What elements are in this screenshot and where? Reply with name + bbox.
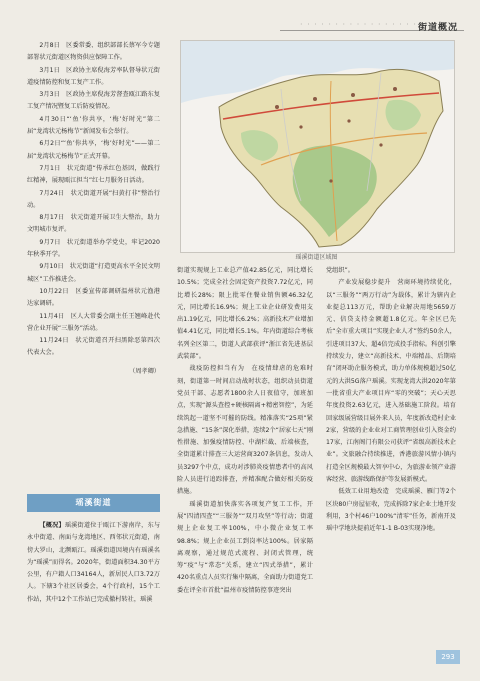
chronicle-entry: 9月10日 状元街道“打造更高水平全民文明城区”工作推进会。 (27, 263, 160, 283)
chronicle-entry: 3月3日 区政协主席倪海芳督查瓯江路东复工复产情况暨复工后防疫情况。 (27, 91, 160, 111)
overview-paragraph (27, 520, 160, 606)
header-dots: · · · · · · · · · · · · · · · · · · (300, 20, 425, 29)
district-map-graphic (181, 41, 454, 252)
overview-lead: 【概况】 (39, 522, 65, 529)
overview-text: 瑶溪街道位于瓯江下游南岸，东与永中街道、南面与龙湾地区、西邻状元街道，南傍大罗山，北濒瓯江。瑶溪街道因境内有瑶溪名为“瑶溪”而得名。2020年，街道面积34.30平方公里，有户籍人口34164人，新居民人口3.72万人。下辖3个社区居委会，4个行政村，15个工作站，其中12个工作站已完成撤村转社，瑶溪 (27, 522, 161, 603)
chronicle-entry: 10月22日 区委宣传部调研温州状元渔港达家调研。 (27, 287, 160, 308)
chronicle-entry: 7月1日 状元街道“传承红色基因，做践行红精神，展现瓯江担当”红七月服务日活动。 (27, 164, 160, 185)
chronicle-entry: 8月17日 状元街道开展卫生大整治，助力文明城市复评。 (27, 214, 160, 234)
chronicle-entry: 9月7日 状元街道举办学党史，牢记2020年秋季开学。 (27, 238, 160, 259)
district-map (180, 40, 455, 253)
map-caption: 瑶溪街道区域图 (295, 254, 338, 261)
body-paragraph: 产业发展稳步提升 营商环境持续优化，以“三服务”“两万行动”为载体，累计为辖内企业提总113万元，帮助企业解决用地5659万元、信贷支持金额超1.8亿元。年全区已先后“全市重大项目”实现企业人才”签约50余人，引进项目37大、超4倍完成投手指标。科创引擎持续发力，建立“高新技术、中端精品、后期培育”闭环助企服务模式，助力单体规模超过50亿元的大洪5G落户瑶溪。实现龙湾大洪2020年第一批省重大产业项目库“零的突破”；天心天思年度投资2.63亿元，进入基础施工阶段。培育回家级展营级目展外来人员，年度新改造村企业2家，营级的企业业对工商管理创业引入资金约17家，江南阁门有限公司获评“省级高新技术企业”。文旅融合持续推进，香港旅游风情小镇内打造全区规模最大智享中心，为旅游业领产业游客经营、旅游线路保护等发展新模式。 (326, 279, 456, 484)
column-1-section (27, 520, 160, 606)
page-number: 293 (436, 650, 460, 664)
source-credit: （周孝卿） (129, 367, 160, 375)
body-paragraph: 低效工业用地改造 完成瑶溪、雁门等2个区块80户房屋征收，完成拆除7家企业土地开发利用，3个村46户100%“清零”任务，新南开及瑶中学地块提前近年1-1 B-03实现净地。 (326, 488, 456, 533)
chronicle-entry: 7月24日 状元街道开展“扫黄打非”整治行动。 (27, 189, 160, 209)
column-2 (177, 265, 313, 597)
column-1 (27, 40, 160, 384)
body-paragraph: 瑶溪街道加快落实各项复产复工工作，开展“四清四查”“三服务”“双月攻坚”等行动；街道规上企业复工率100%，中小微企业复工率98.8%；规上企业员工到岗率达100%。居家隔离观察，通过规范式流程、封闭式管理，统筹“疫”与“常态”关系，建立“四式举措”，累计420名重点人员实行集中隔离，全面助力街道党工委在评全市首批“温州市疫情防控事迹突出 (177, 500, 313, 594)
chronicle-entry: 11月4日 区人大常委会副主任王翘峰赴代营企业开展“三服务”活动。 (27, 312, 160, 332)
header-title: 街道概况 (417, 23, 458, 33)
body-paragraph: 街道实现规上工业总产值42.85亿元，同比增长10.5%；完成全社会固定资产投资7.72亿元，同比增长28%；限上批零住餐业销售额46.32亿元，同比增长16.9%；规上工业企业研发费用支出1.19亿元，同比增长6.2%；高新技术产业增加值4.41亿元，同比增长5.1%。年内街道综合考核名列全区第二，街道人武部获评“浙江省先进基层武装部”。 (177, 267, 313, 361)
chronicle-entry: 2月8日 区委常委、组织部部长蔡军今专题部署状元街道区物资供应保障工作。 (27, 42, 160, 62)
column-3 (326, 265, 456, 536)
page-header (0, 0, 480, 36)
chronicle-entry: 6月2日“‘鱼’你共享，‘梅’好时光”——第二届“龙湾状元杨梅节”正式开幕。 (27, 140, 160, 160)
chronicle-entry: 3月1日 区政协主席倪海芳率队督导状元街道疫情防控和复工复产工作。 (27, 66, 160, 86)
chronicle-entry: 11月24日 状元街道召开扫黑除恶第四次代表大会。 (27, 337, 160, 357)
body-paragraph: 党组织”。 (326, 267, 354, 274)
section-title: 瑶溪街道 (75, 498, 112, 507)
body-paragraph: 战疫防控担当有为 在疫情肆虐的危难时刻，街道第一时间启动战时状态，组织动员街道党员干部、志愿者1800余人日夜值守，加班加点，实现“源头查控+硬核隔离+精密智控”，为延续筑起一道坚不可摧的防线。精准落实“25项”紧急措施、“15条”深化举措，连续2个“居家七天”刚性措施、加强疫情防控、中湖栏截、后端核查，全街道累计排查三大运营商3207条信息，发动人员3297个中点，成功对涉肺炎疫情患者中的高风险人员进行追踪排查，并精准配合做好相关防疫措施。 (177, 365, 314, 496)
chronicle-entry: 4月30日“‘鱼’你共享，‘梅’好时光”第二届“龙湾状元杨梅节”新闻发布会举行。 (27, 115, 160, 136)
section-heading-bar (27, 494, 160, 512)
